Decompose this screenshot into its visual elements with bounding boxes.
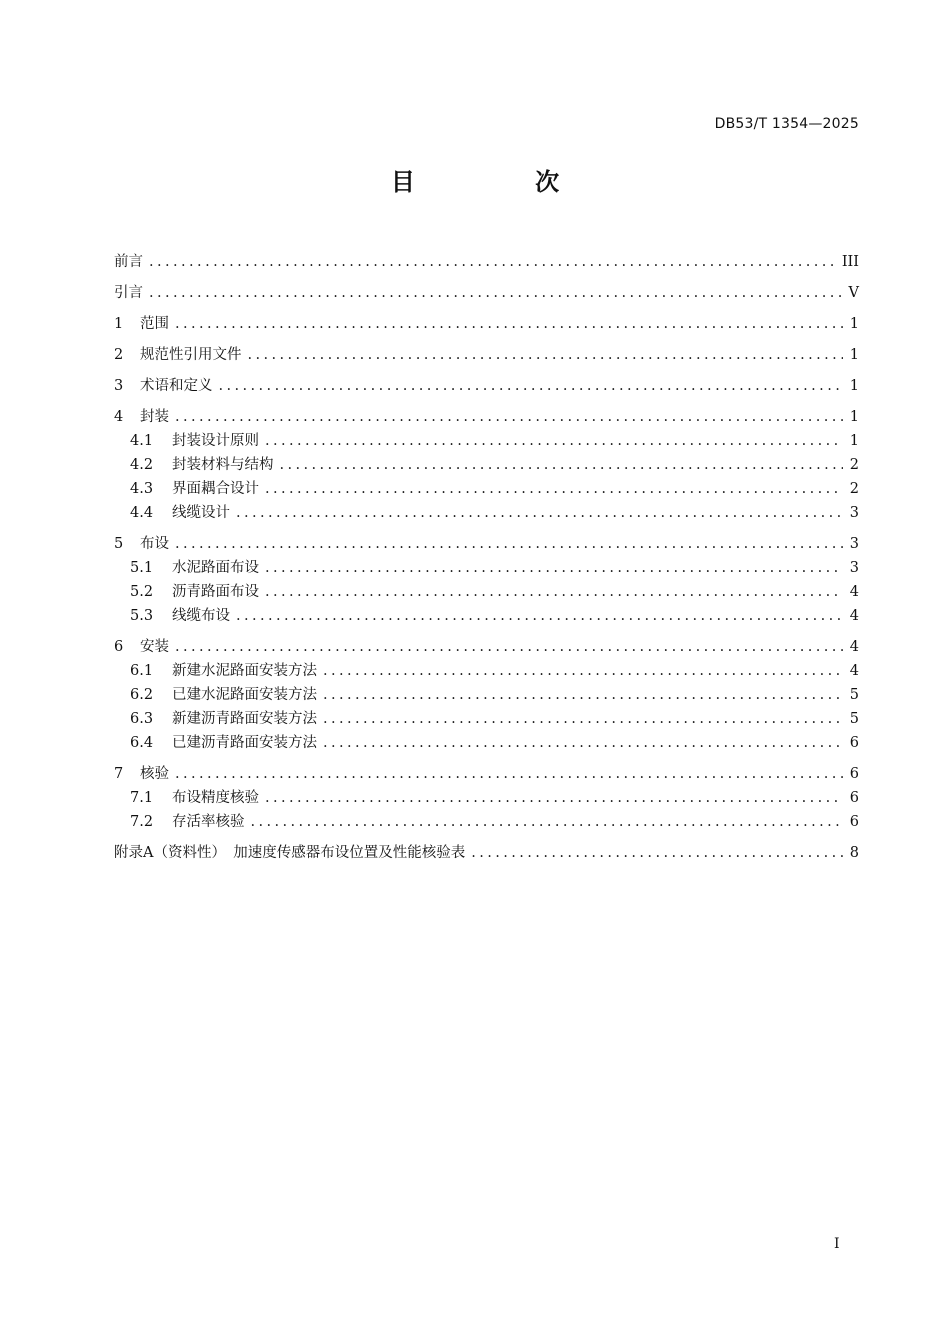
toc-entry[interactable]	[114, 731, 859, 755]
toc-entry-number: 6.3	[130, 711, 154, 727]
toc-entry[interactable]	[114, 659, 859, 683]
toc-entry-page: III	[841, 254, 859, 270]
toc-entry-title: 已建沥青路面安装方法	[172, 735, 317, 751]
toc-entry-number: 4.3	[130, 481, 154, 497]
toc-entry-number: 4.2	[130, 457, 154, 473]
toc-entry-number: 4.4	[130, 505, 154, 521]
toc-entry-page: 4	[849, 608, 859, 624]
toc-dot-leader	[149, 250, 836, 274]
toc-entry[interactable]	[114, 580, 859, 604]
standard-code: DB53/T 1354—2025	[714, 116, 859, 132]
toc-entry-number: 2	[114, 347, 124, 363]
page-title: 目 次	[390, 168, 616, 196]
toc-entry-title: 术语和定义	[140, 378, 213, 394]
toc-dot-leader	[149, 281, 843, 305]
toc-entry-page: V	[848, 285, 859, 301]
toc-entry-number: 4.1	[130, 433, 154, 449]
toc-entry[interactable]	[114, 281, 859, 305]
toc-entry-page: 6	[849, 735, 859, 751]
toc-entry[interactable]	[114, 312, 859, 336]
toc-entry-number: 7.1	[130, 790, 154, 806]
toc-entry-title: 范围	[140, 316, 169, 332]
toc-entry-title: 线缆布设	[172, 608, 230, 624]
toc-dot-leader	[265, 556, 843, 580]
toc-entry[interactable]	[114, 501, 859, 525]
toc-entry-title: 沥青路面布设	[172, 584, 259, 600]
toc-entry-title: 已建水泥路面安装方法	[172, 687, 317, 703]
toc-dot-leader	[265, 429, 843, 453]
toc-entry-number: 5.2	[130, 584, 154, 600]
toc-entry-title: 封装材料与结构	[172, 457, 274, 473]
toc-entry-title: 水泥路面布设	[172, 560, 259, 576]
toc-entry-title: 引言	[114, 285, 143, 301]
toc-entry[interactable]	[114, 532, 859, 556]
page-number: I	[834, 1236, 840, 1252]
toc-entry-title: 新建沥青路面安装方法	[172, 711, 317, 727]
toc-entry-number: 6	[114, 639, 124, 655]
toc-dot-leader	[175, 762, 843, 786]
toc-entry-title: 布设	[140, 536, 169, 552]
toc-entry-title: 界面耦合设计	[172, 481, 259, 497]
toc-entry[interactable]	[114, 374, 859, 398]
toc-dot-leader	[219, 374, 844, 398]
toc-entry[interactable]	[114, 786, 859, 810]
toc-entry-title: 线缆设计	[172, 505, 230, 521]
toc-entry-page: 3	[849, 536, 859, 552]
toc-entry[interactable]	[114, 635, 859, 659]
toc-entry-number: 6.1	[130, 663, 154, 679]
toc-entry-page: 1	[849, 409, 859, 425]
toc-entry-page: 4	[849, 663, 859, 679]
toc-dot-leader	[248, 343, 844, 367]
toc-entry-title: 封装	[140, 409, 169, 425]
toc-entry-page: 5	[849, 687, 859, 703]
toc-entry[interactable]	[114, 841, 859, 865]
toc-entry-number: 3	[114, 378, 124, 394]
toc-entry-title: 前言	[114, 254, 143, 270]
toc-entry-number: 6.4	[130, 735, 154, 751]
toc-entry-title: 核验	[140, 766, 169, 782]
toc-entry-number: 7.2	[130, 814, 154, 830]
toc-entry[interactable]	[114, 250, 859, 274]
toc-entry[interactable]	[114, 405, 859, 429]
toc-entry[interactable]	[114, 477, 859, 501]
toc-dot-leader	[280, 453, 844, 477]
toc-entry-title: 存活率核验	[172, 814, 245, 830]
toc-entry-title: 安装	[140, 639, 169, 655]
toc-entry-number: 6.2	[130, 687, 154, 703]
toc-entry-page: 6	[849, 766, 859, 782]
toc-entry-title: 规范性引用文件	[140, 347, 242, 363]
toc-entry-page: 4	[849, 584, 859, 600]
toc-entry-number: 5.3	[130, 608, 154, 624]
toc-entry-number: 7	[114, 766, 124, 782]
toc-entry-page: 4	[849, 639, 859, 655]
toc-entry-page: 2	[849, 481, 859, 497]
toc-entry[interactable]	[114, 604, 859, 628]
toc-entry-page: 1	[849, 347, 859, 363]
toc-dot-leader	[175, 532, 843, 556]
toc-entry-page: 1	[849, 378, 859, 394]
toc-entry-page: 1	[849, 316, 859, 332]
toc-entry-page: 1	[849, 433, 859, 449]
toc-entry-page: 3	[849, 560, 859, 576]
toc-dot-leader	[251, 810, 844, 834]
toc-entry-page: 3	[849, 505, 859, 521]
toc-entry[interactable]	[114, 453, 859, 477]
toc-entry[interactable]	[114, 429, 859, 453]
toc-entry[interactable]	[114, 707, 859, 731]
toc-dot-leader	[175, 405, 843, 429]
toc-entry-title: 新建水泥路面安装方法	[172, 663, 317, 679]
toc-entry-page: 5	[849, 711, 859, 727]
toc-entry-page: 8	[849, 845, 859, 861]
toc-entry[interactable]	[114, 683, 859, 707]
toc-dot-leader	[175, 635, 843, 659]
toc-entry[interactable]	[114, 810, 859, 834]
toc-dot-leader	[265, 786, 843, 810]
toc-dot-leader	[323, 707, 843, 731]
toc-entry-page: 2	[849, 457, 859, 473]
toc-dot-leader	[265, 580, 843, 604]
toc-dot-leader	[323, 731, 843, 755]
toc-dot-leader	[323, 683, 843, 707]
toc-dot-leader	[265, 477, 843, 501]
toc-entry-page: 6	[849, 790, 859, 806]
toc-entry-number: 1	[114, 316, 124, 332]
toc-entry-number: 5	[114, 536, 124, 552]
toc-entry[interactable]	[114, 343, 859, 367]
table-of-contents	[114, 250, 859, 865]
toc-entry-page: 6	[849, 814, 859, 830]
toc-entry-number: 4	[114, 409, 124, 425]
toc-dot-leader	[175, 312, 843, 336]
toc-entry[interactable]	[114, 762, 859, 786]
toc-dot-leader	[236, 604, 843, 628]
toc-dot-leader	[471, 841, 843, 865]
toc-entry[interactable]	[114, 556, 859, 580]
toc-entry-title: 附录A（资料性） 加速度传感器布设位置及性能核验表	[114, 845, 466, 861]
toc-dot-leader	[236, 501, 843, 525]
toc-dot-leader	[323, 659, 843, 683]
toc-entry-title: 布设精度核验	[172, 790, 259, 806]
toc-entry-number: 5.1	[130, 560, 154, 576]
toc-entry-title: 封装设计原则	[172, 433, 259, 449]
